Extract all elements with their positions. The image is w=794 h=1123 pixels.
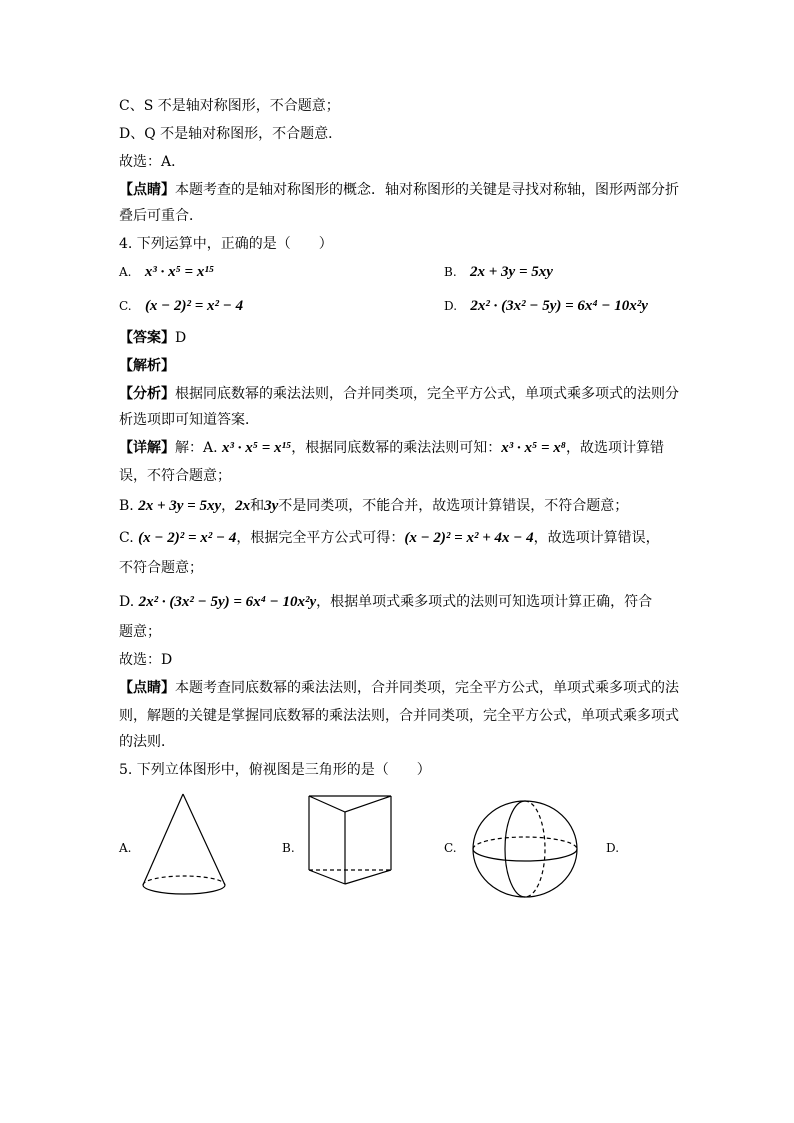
text-line: C. (x − 2)² = x² − 4，根据完全平方公式可得：(x − 2)² = x² + 4x − 4，故选项计算错误， — [119, 530, 660, 546]
option-c: C. (x − 2)² = x² − 4 — [119, 298, 244, 314]
analysis-heading: 【解析】 — [119, 358, 175, 374]
question-5: 5. 下列立体图形中，俯视图是三角形的是（ ） — [119, 762, 431, 778]
text-line: B. 2x + 3y = 5xy，2x和3y不是同类项，不能合并，故选项计算错误，不符合题意； — [119, 498, 629, 514]
option-b: B. 2x + 3y = 5xy — [444, 264, 553, 280]
text-line: D、Q 不是轴对称图形，不合题意． — [119, 126, 343, 142]
text-line: 叠后可重合． — [119, 208, 203, 224]
figure-label-c: C. — [444, 841, 457, 855]
text-line: 故选：A． — [119, 154, 186, 170]
math-expression: 2x² · (3x² − 5y) = 6x⁴ − 10x²y — [470, 298, 648, 314]
figure-label-d: D. — [606, 841, 620, 855]
figure-label-a: A. — [119, 841, 132, 855]
sphere-figure — [470, 799, 580, 899]
answer-line: 【答案】D — [119, 330, 187, 346]
text-line: 【详解】解：A. x³ · x⁵ = x¹⁵，根据同底数幂的乘法法则可知：x³ · x⁵ = x⁸，故选项计算错 — [119, 440, 664, 456]
triangular-prism-figure — [305, 793, 397, 887]
text-line: D. 2x² · (3x² − 5y) = 6x⁴ − 10x²y，根据单项式乘多项式的法则可知选项计算正确，符合 — [119, 594, 653, 610]
math-expression: (x − 2)² = x² − 4 — [144, 298, 244, 314]
question-4: 4. 下列运算中，正确的是（ ） — [119, 236, 333, 252]
math-expression: 2x + 3y = 5xy — [470, 264, 553, 280]
text-line: 不符合题意； — [119, 560, 203, 576]
text-line: 则，解题的关键是掌握同底数幂的乘法法则，合并同类项，完全平方公式，单项式乘多项式 — [119, 708, 679, 724]
text-line: 【点睛】本题考查同底数幂的乘法法则，合并同类项，完全平方公式，单项式乘多项式的法 — [119, 680, 679, 696]
section-tag: 【详解】 — [119, 440, 175, 456]
figure-label-b: B. — [282, 841, 295, 855]
text-line: 析选项即可知道答案． — [119, 412, 259, 428]
section-tag: 【答案】 — [119, 330, 175, 346]
text-line: 的法则． — [119, 734, 175, 750]
section-tag: 【分析】 — [119, 386, 175, 402]
section-tag: 【点睛】 — [119, 680, 175, 696]
option-d: D. 2x² · (3x² − 5y) = 6x⁴ − 10x²y — [444, 298, 648, 314]
text-line: C、S 不是轴对称图形，不合题意； — [119, 98, 340, 114]
text-line: 故选：D — [119, 652, 173, 668]
math-expression: x³ · x⁵ = x¹⁵ — [144, 264, 215, 280]
text-line: 【分析】根据同底数幂的乘法法则，合并同类项，完全平方公式，单项式乘多项式的法则分 — [119, 386, 679, 402]
text-line: 误，不符合题意； — [119, 468, 231, 484]
cone-figure — [140, 792, 230, 896]
text-line: 【点睛】本题考查的是轴对称图形的概念．轴对称图形的关键是寻找对称轴，图形两部分折 — [119, 182, 679, 198]
section-tag: 【点睛】 — [119, 182, 175, 198]
option-a: A. x³ · x⁵ = x¹⁵ — [119, 264, 215, 280]
text-line: 题意； — [119, 624, 161, 640]
